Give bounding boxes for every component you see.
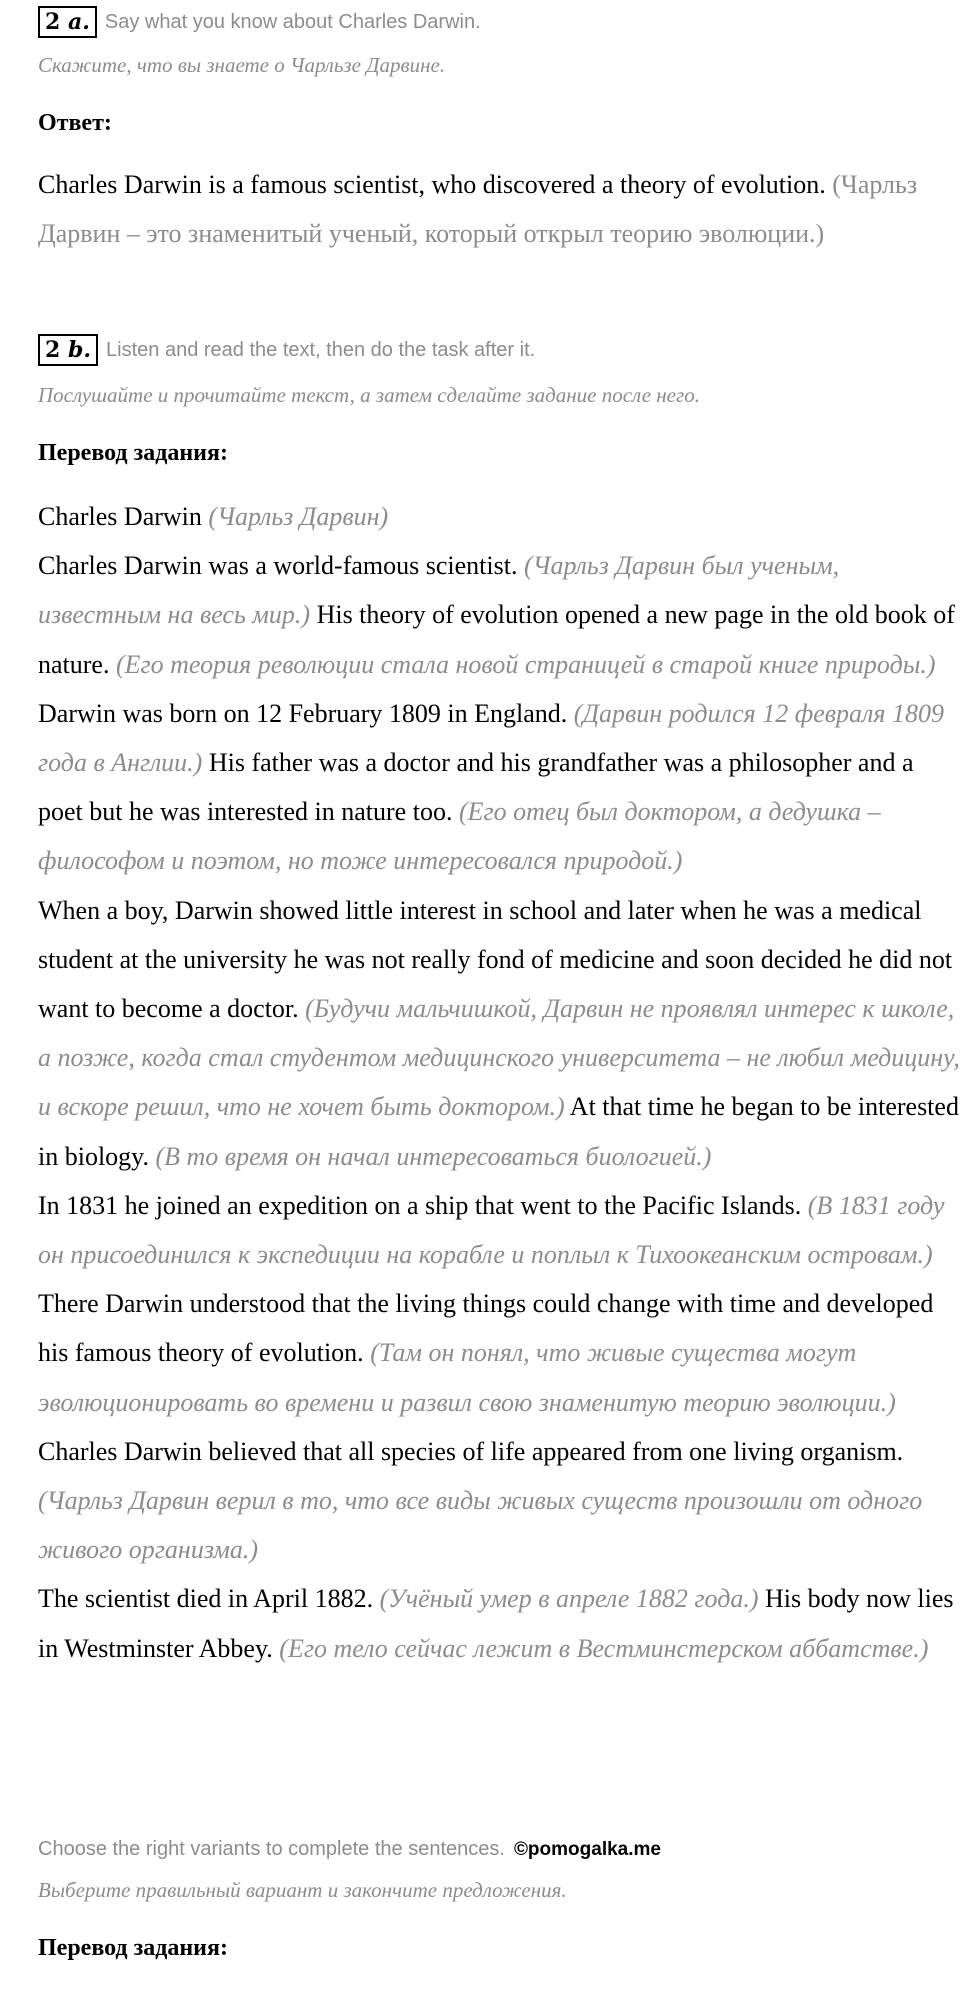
task-a-instruction-en: Say what you know about Charles Darwin. — [104, 10, 481, 33]
task-a-number-box — [38, 6, 97, 38]
sentence-ru: (В то время он начал интересоваться биологией.) — [155, 1141, 712, 1171]
task-b-instruction-ru: Послушайте и прочитайте текст, а затем сделайте задание после него. — [38, 383, 700, 407]
answer-heading: Ответ: — [38, 110, 112, 136]
sentence-en: When a boy, Darwin showed little interest in school and later when he was a medical student at the university he was not really fond of medicine and soon decided he did not want to become a doctor. — [38, 895, 953, 1024]
sentence-ru: (Его теория революции стала новой страницей в старой книге природы.) — [115, 649, 936, 679]
sentence-en: His father was a doctor and his grandfather was a philosopher and a poet but he was interested in nature too. — [38, 748, 914, 827]
sentence-ru: (Его тело сейчас лежит в Вестминстерском аббатстве.) — [279, 1633, 929, 1663]
sentence-ru: (Дарвин родился 12 февраля 1809 года в Англии.) — [38, 698, 944, 778]
answer-en: Charles Darwin is a famous scientist, who discovered a theory of evolution. — [38, 170, 826, 199]
sentence-en: The scientist died in April 1882. — [38, 1584, 374, 1614]
task-a-line — [38, 6, 481, 38]
task-c-instruction-ru: Выберите правильный вариант и закончите предложения. — [38, 1878, 567, 1902]
sentence-ru: (Чарльз Дарвин был ученым, известным на весь мир.) — [38, 551, 840, 630]
paragraph-3 — [38, 1181, 960, 1575]
sentence-ru: (Там он понял, что живые существа могут эволюционировать во времени и развил свою знаменитую теорию эволюции.) — [38, 1338, 896, 1417]
sentence-en: In 1831 he joined an expedition on a ship that went to the Pacific Islands. — [38, 1190, 802, 1220]
task-a-letter: a. — [67, 9, 90, 35]
sentence-ru: (В 1831 году он присоединился к экспедиции на корабле и поплыл к Тихоокеанским островам.) — [38, 1190, 945, 1270]
title-ru: (Чарльз Дарвин) — [208, 502, 389, 531]
paragraph-4 — [38, 1574, 960, 1672]
sentence-en: His theory of evolution opened a new page in the old book of nature. — [38, 600, 955, 679]
title-en: Charles Darwin — [38, 502, 202, 531]
task-b-number-box — [38, 334, 98, 366]
sentence-ru: (Будучи мальчишкой, Дарвин не проявлял интерес к школе, а позже, когда стал студентом медицинского университета – не любил медицину, и вскоре решил, что не хочет быть доктором.) — [38, 994, 960, 1122]
task-b-instruction-en: Listen and read the text, then do the task after it. — [106, 338, 536, 361]
translation-heading: Перевод задания: — [38, 440, 228, 466]
sentence-ru: (Учёный умер в апреле 1882 года.) — [379, 1584, 759, 1614]
task-a-number: 2 — [45, 9, 61, 35]
task-b-number: 2 — [45, 337, 61, 363]
watermark: ©pomogalka.me — [513, 1839, 661, 1860]
task-a-instruction-ru: Скажите, что вы знаете о Чарльзе Дарвине. — [38, 53, 446, 77]
task-c-line — [38, 1838, 661, 1861]
answer-ru: (Чарльз Дарвин – это знаменитый ученый, который открыл теорию эволюции.) — [38, 170, 918, 248]
text-title — [38, 492, 960, 541]
sentence-en: His body now lies in Westminster Abbey. — [38, 1584, 954, 1663]
paragraph-1 — [38, 541, 960, 885]
sentence-en: There Darwin understood that the living things could change with time and developed his famous theory of evolution. — [38, 1289, 934, 1368]
paragraph-2 — [38, 886, 960, 1181]
answer-text — [38, 160, 928, 258]
task-b-line — [38, 334, 535, 366]
sentence-en: Darwin was born on 12 February 1809 in England. — [38, 698, 568, 728]
sentence-ru: (Его отец был доктором, а дедушка – философом и поэтом, но тоже интересовался природой.) — [38, 797, 881, 876]
sentence-en: Charles Darwin believed that all species of life appeared from one living organism. — [38, 1436, 904, 1466]
sentence-en: Charles Darwin was a world-famous scientist. — [38, 551, 518, 581]
darwin-text — [38, 492, 960, 1673]
translation-heading-2: Перевод задания: — [38, 1935, 228, 1961]
task-b-letter: b. — [67, 337, 92, 363]
task-c-instruction-en: Choose the right variants to complete the sentences. — [38, 1838, 505, 1860]
sentence-ru: (Чарльз Дарвин верил в то, что все виды живых существ произошли от одного живого организма.) — [38, 1486, 923, 1565]
sentence-en: At that time he began to be interested in biology. — [38, 1092, 959, 1171]
